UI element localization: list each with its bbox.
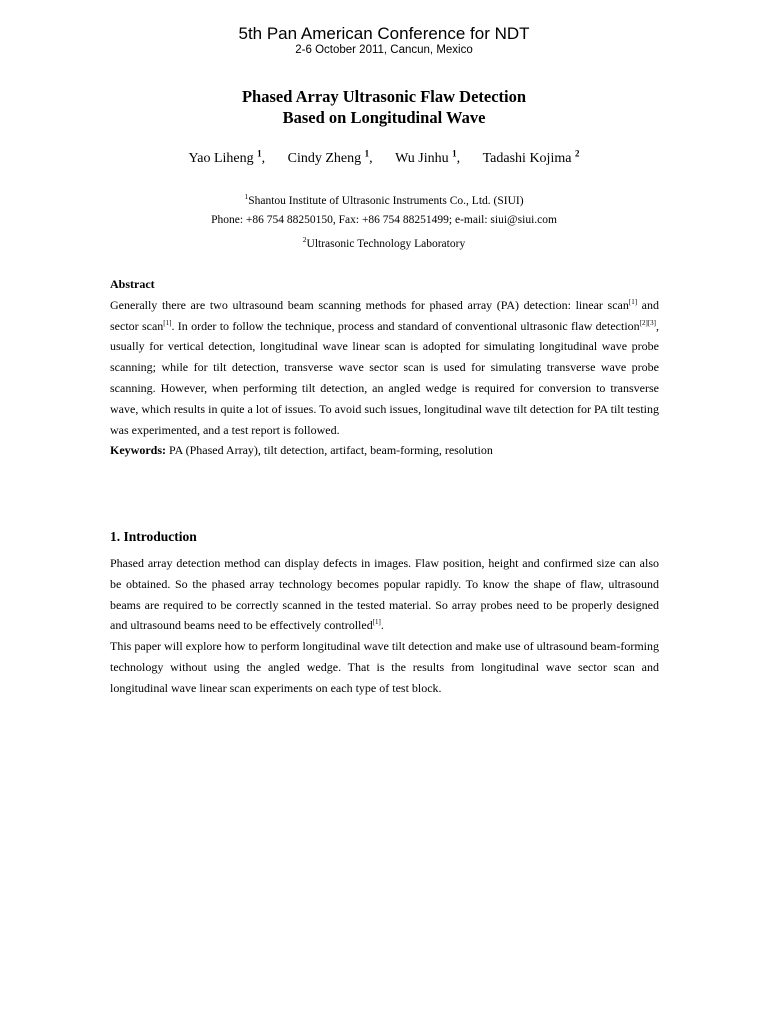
affiliation-2: $^2$Ultrasonic Technology Laboratory [302,235,466,250]
affiliation-1: $^1$Shantou Institute of Ultrasonic Instruments Co., Ltd. (SIUI) [244,192,524,207]
paper-title-line1: Phased Array Ultrasonic Flaw Detection [241,87,527,106]
citation: [2][3] [639,318,656,327]
abstract-section [110,274,659,461]
abstract-heading: Abstract [110,277,155,291]
introduction-section [110,553,659,699]
citation: [1] [163,318,172,327]
abstract-paragraph: Generally there are two ultrasound beam scanning methods for phased array (PA) detection: linear scan[1] and sector scan[1]. In order to follow the technique, process and standard of conventional ultrasonic flaw detection[2][3], usually for vertical detection, longitudinal wave linear scan is adopted for simulating longitudinal wave probe scanning; while for tilt detection, transverse wave sector scan is used for simulating transverse wave probe scanning. However, when performing tilt detection, an angled wedge is required for conversion to transverse wave, which results in quite a lot of issues. To avoid such issues, longitudinal wave tilt detection for PA tilt testing was experimented, and a test report is followed. [110,297,659,437]
paper-title-line2: Based on Longitudinal Wave [282,108,486,127]
author: Cindy Zheng $^1$, [287,148,373,166]
keywords-label: Keywords: [110,443,166,458]
citation: [1] [372,618,381,627]
author: Wu Jinhu $^1$, [395,148,461,166]
contact-info: Phone: +86 754 88250150, Fax: +86 754 88251499; e-mail: siui@siui.com [211,214,557,226]
introduction-paragraph: Phased array detection method can display defects in images. Flaw position, height and confirmed size can also be obtained. So the phased array technology becomes popular rapidly. To know the shape of flaw, ultrasound beams are required to be correctly scanned in the tested material. So array probes need to be properly designed and ultrasound beams need to be effectively controlled[1]. [110,556,659,633]
introduction-paragraph: This paper will explore how to perform longitudinal wave tilt detection and make use of ultrasound beam-forming technology without using the angled wedge. That is the results from longitudinal wave sector scan and longitudinal wave linear scan experiments on each type of test block. [110,639,659,695]
introduction-heading: 1. Introduction [110,529,197,544]
author: Tadashi Kojima $^2$ [482,148,580,166]
keywords-text: PA (Phased Array), tilt detection, artifact, beam-forming, resolution [166,443,493,458]
paper-title [0,86,768,128]
conference-date: 2-6 October 2011, Cancun, Mexico [295,44,473,56]
author: Yao Liheng $^1$, [188,148,266,166]
conference-title: 5th Pan American Conference for NDT [238,24,530,43]
keywords [110,440,659,461]
author-list [0,148,768,167]
citation: [1] [628,297,638,306]
